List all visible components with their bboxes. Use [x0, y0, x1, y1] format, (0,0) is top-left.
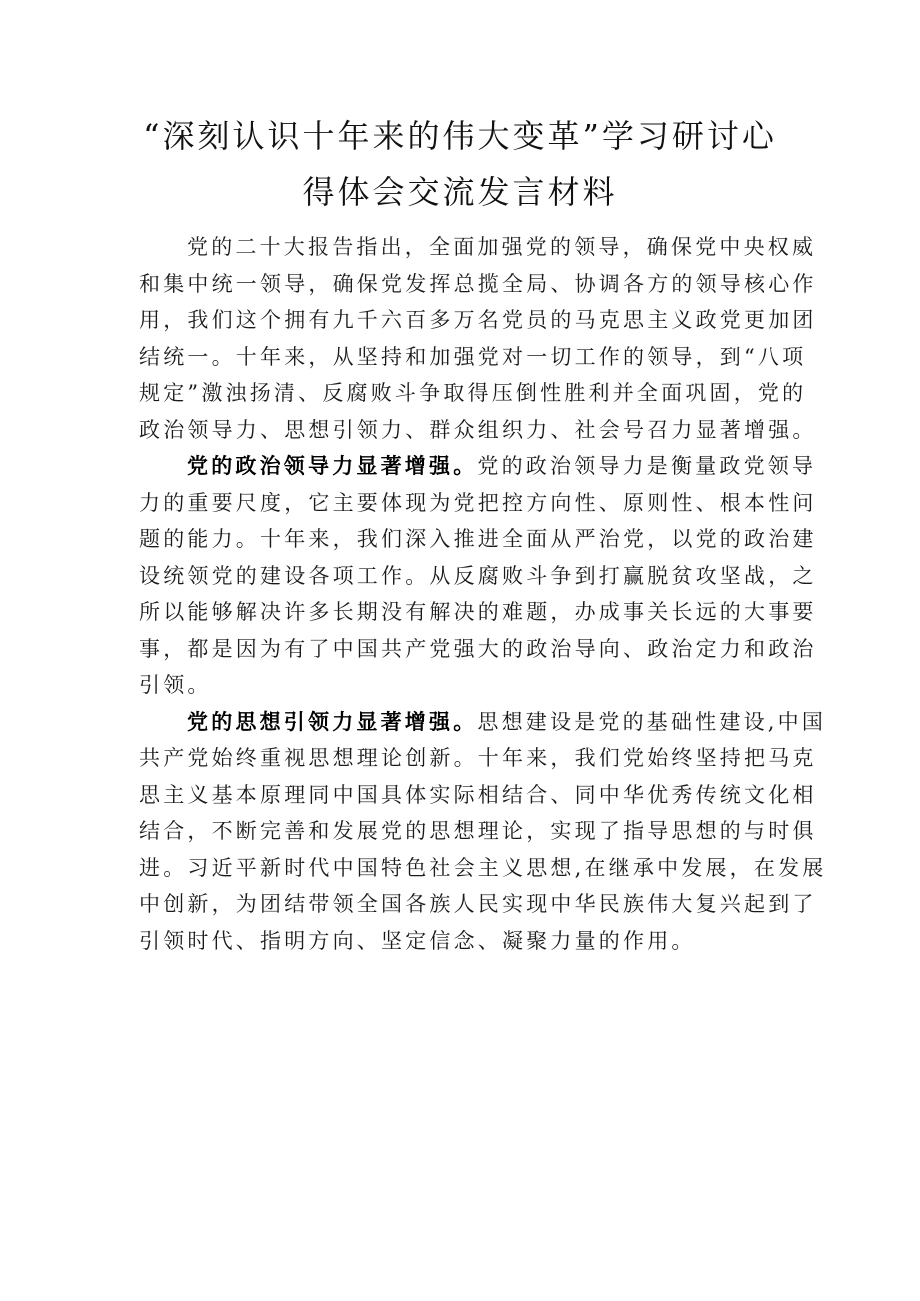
paragraph-ideological-guidance — [139, 704, 827, 960]
paragraph-line: 党的二十大报告指出，全面加强党的领导，确保党中央权威 — [187, 235, 817, 259]
paragraph-line: 共产党始终重视思想理论创新。十年来，我们党始终坚持把马克 — [139, 746, 817, 770]
document-title — [120, 108, 800, 220]
paragraph-line-text: 党的政治领导力是衡量政党领导 — [477, 454, 817, 478]
paragraph-line: 政治领导力、思想引领力、群众组织力、社会号召力显著增强。 — [139, 417, 817, 442]
paragraph-line-text: 思想建设是党的基础性建设,中国 — [477, 709, 827, 734]
paragraph-line: 结统一。十年来，从坚持和加强党对一切工作的领导，到“八项 — [139, 344, 807, 369]
document-body — [139, 229, 827, 959]
paragraph-first-line — [139, 704, 827, 741]
paragraph-line: 所以能够解决许多长期没有解决的难题，办成事关长远的大事要 — [139, 600, 817, 624]
paragraph-line: 设统领党的建设各项工作。从反腐败斗争到打赢脱贫攻坚战，之 — [139, 563, 817, 588]
paragraph-line: 力的重要尺度，它主要体现为党把控方向性、原则性、根本性问 — [139, 490, 817, 515]
paragraph-political-leadership — [139, 448, 817, 704]
paragraph-first-line — [139, 448, 817, 485]
title-line: “深刻认识十年来的伟大变革”学习研讨心 — [143, 117, 777, 155]
paragraph-lead-heading: 党的思想引领力显著增强。 — [187, 708, 478, 734]
paragraph-line: 进。习近平新时代中国特色社会主义思想,在继承中发展，在发展 — [139, 855, 827, 880]
paragraph-line: 规定”激浊扬清、反腐败斗争取得压倒性胜利并全面巩固，党的 — [139, 381, 807, 405]
paragraph-intro — [139, 229, 817, 448]
paragraph-line: 用，我们这个拥有九千六百多万名党员的马克思主义政党更加团 — [139, 308, 817, 332]
paragraph-line: 引领。 — [139, 673, 212, 697]
paragraph-line: 事，都是因为有了中国共产党强大的政治导向、政治定力和政治 — [139, 636, 817, 661]
paragraph-line: 结合，不断完善和发展党的思想理论，实现了指导思想的与时俱 — [139, 819, 817, 843]
title-line: 得体会交流发言材料 — [302, 173, 618, 211]
paragraph-line: 思主义基本原理同中国具体实际相结合、同中华优秀传统文化相 — [139, 782, 817, 807]
paragraph-line: 题的能力。十年来，我们深入推进全面从严治党，以党的政治建 — [139, 527, 817, 551]
paragraph-line: 和集中统一领导，确保党发挥总揽全局、协调各方的领导核心作 — [139, 271, 817, 296]
paragraph-line: 中创新，为团结带领全国各族人民实现中华民族伟大复兴起到了 — [139, 892, 817, 916]
paragraph-line: 引领时代、指明方向、坚定信念、凝聚力量的作用。 — [139, 928, 696, 953]
paragraph-lead-heading: 党的政治领导力显著增强。 — [187, 453, 478, 478]
